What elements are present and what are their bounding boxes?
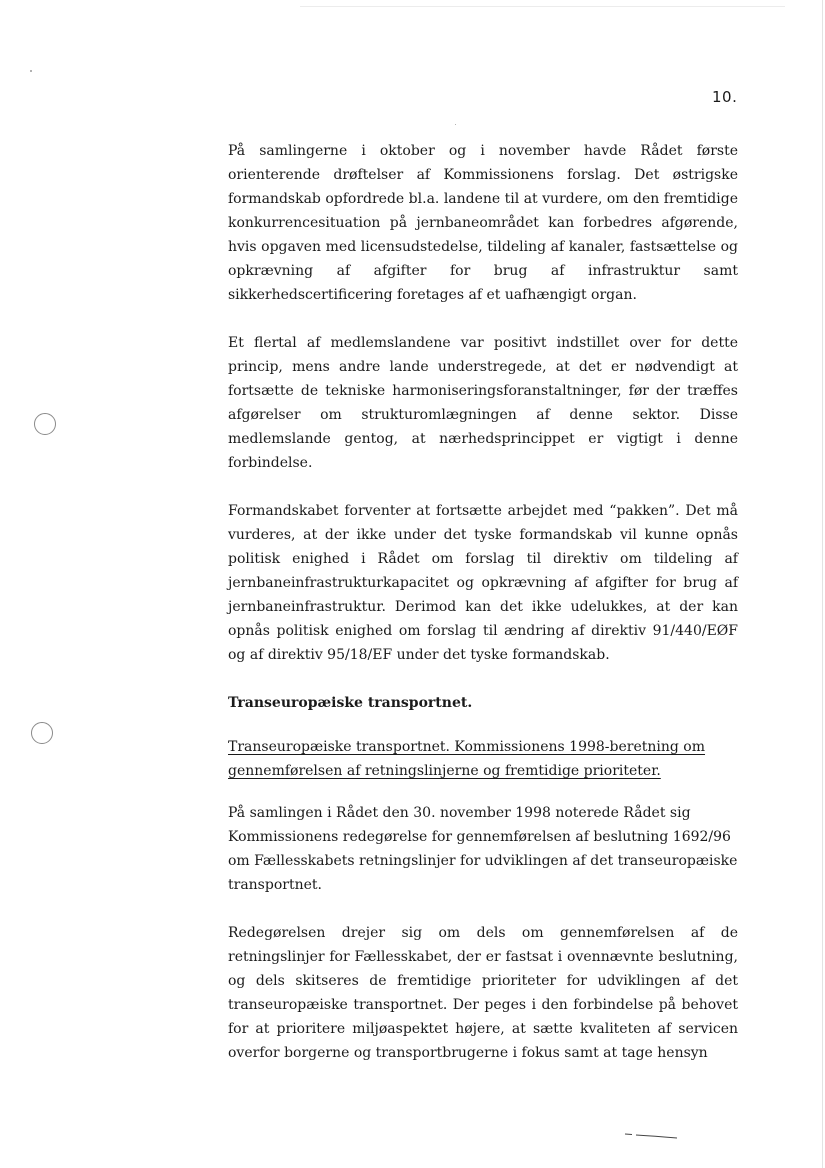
paragraph: Redegørelsen drejer sig om dels om gennemførelsen af de retningslinjer for Fællesskabet, der er fastsat i ovennævnte beslutning, og dels skitseres de fremtidige prioriteter for udviklingen af det transeuropæiske transportnet. Der peges i den forbindelse på behovet for at prioritere miljøaspektet højere, at sætte kvaliteten af servicen overfor borgerne og transportbrugerne i fokus samt at tage hensyn xyxy=(228,925,738,1061)
body-text xyxy=(228,139,738,1089)
paragraph: Formandskabet forventer at fortsætte arbejdet med “pakken”. Det må vurderes, at der ikke under det tyske formandskab vil kunne opnås politisk enighed i Rådet om forslag til direktiv om tildeling af jernbaneinfrastrukturkapacitet og opkrævning af afgifter for brug af jernbaneinfrastruktur. Derimod kan det ikke udelukkes, at der kan opnås politisk enighed om forslag til ændring af direktiv 91/440/EØF og af direktiv 95/18/EF under det tyske formandskab. xyxy=(228,503,738,663)
subsection-heading: Transeuropæiske transportnet. Kommissionens 1998-beretning om gennemførelsen af retningslinjerne og fremtidige prioriteter. xyxy=(228,739,706,779)
scan-speck xyxy=(455,124,456,125)
paragraph: På samlingen i Rådet den 30. november 1998 noterede Rådet sig Kommissionens redegørelse for gennemførelsen af beslutning 1692/96 om Fællesskabets retningslinjer for udviklingen af det transeuropæiske transportnet. xyxy=(228,805,738,893)
pen-stroke-mark xyxy=(624,1132,678,1140)
scan-edge-top xyxy=(300,6,785,7)
punch-hole xyxy=(31,722,53,744)
page-number: 10. xyxy=(712,88,738,106)
scan-edge-right xyxy=(822,0,823,1168)
scan-speck xyxy=(30,70,32,72)
paragraph: På samlingerne i oktober og i november havde Rådet første orienterende drøftelser af Kommissionens forslag. Det østrigske formandskab opfordrede bl.a. landene til at vurdere, om den fremtidige konkurrencesituation på jernbaneområdet kan forbedres afgørende, hvis opgaven med licensudstedelse, tildeling af kanaler, fastsættelse og opkrævning af afgifter for brug af infrastruktur samt sikkerhedscertificering foretages af et uafhængigt organ. xyxy=(228,143,738,303)
section-heading: Transeuropæiske transportnet. xyxy=(228,695,473,711)
punch-hole xyxy=(34,413,56,435)
paragraph: Et flertal af medlemslandene var positivt indstillet over for dette princip, mens andre lande understregede, at det er nødvendigt at fortsætte de tekniske harmoniseringsforanstaltninger, før der træffes afgørelser om strukturomlægningen af denne sektor. Disse medlemslande gentog, at nærhedsprincippet er vigtigt i denne forbindelse. xyxy=(228,335,738,471)
